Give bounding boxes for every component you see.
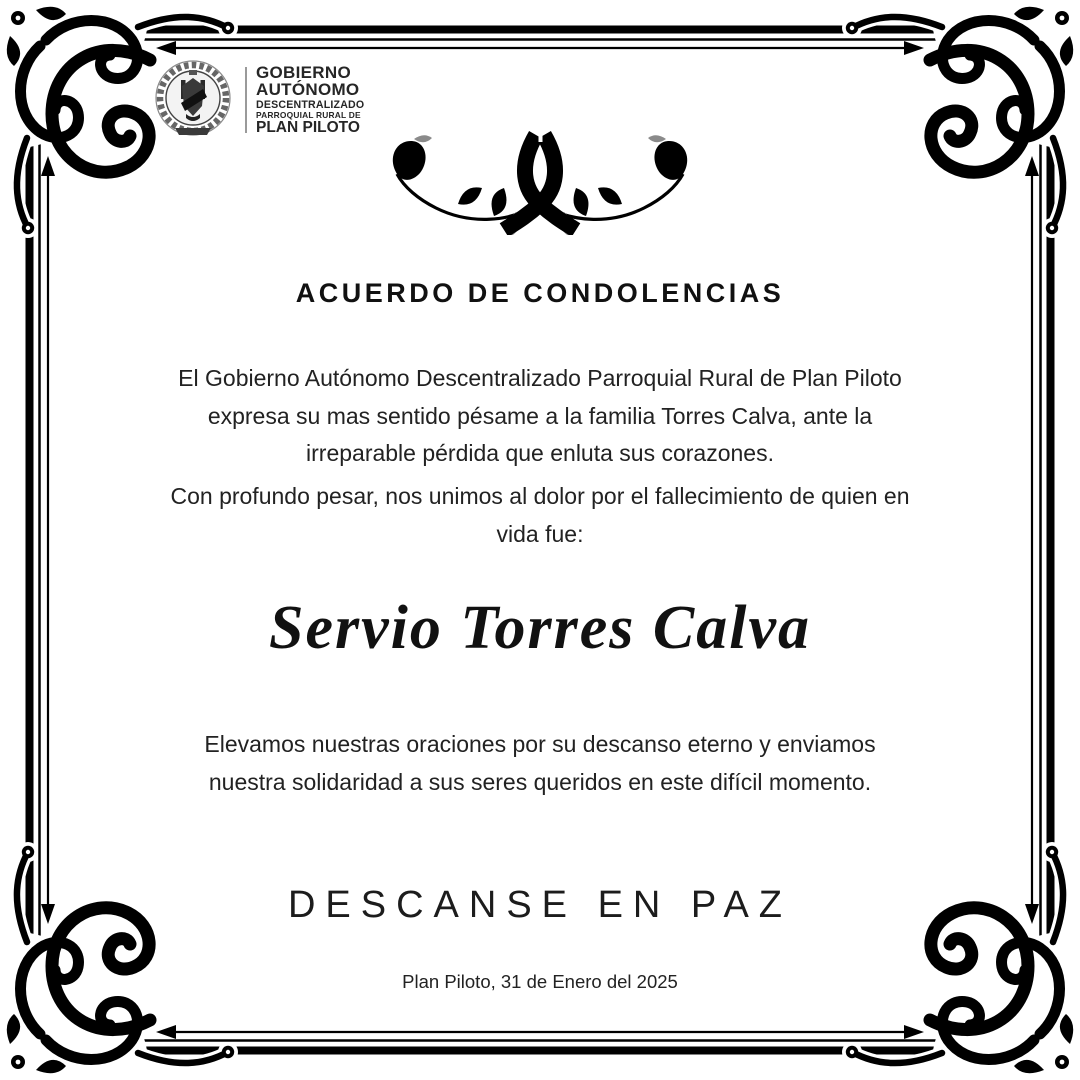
paragraph-line: expresa su mas sentido pésame a la familia Torres Calva, ante la [207, 402, 873, 429]
paragraph-line: El Gobierno Autónomo Descentralizado Parroquial Rural de Plan Piloto [178, 365, 902, 391]
paragraph-intro [0, 360, 1080, 473]
mourning-ribbon-icon [390, 130, 690, 235]
paragraph-closing [0, 726, 1080, 801]
paragraph-line: Con profundo pesar, nos unimos al dolor por el fallecimiento de quien en [170, 483, 910, 509]
gad-logo [150, 58, 364, 142]
paragraph-line: nuestra solidaridad a sus seres queridos en este difícil momento. [208, 768, 872, 795]
farewell-text: DESCANSE EN PAZ [287, 884, 793, 926]
logo-line: AUTÓNOMO [256, 80, 360, 100]
logo-line: DESCENTRALIZADO [256, 98, 365, 111]
document-title: ACUERDO DE CONDOLENCIAS [295, 278, 785, 308]
logo-line: PLAN PILOTO [256, 119, 360, 137]
paragraph-line: Elevamos nuestras oraciones por su descanso eterno y enviamos [204, 731, 876, 757]
municipal-seal-icon [150, 58, 236, 142]
paragraph-line: vida fue: [496, 520, 584, 547]
logo-divider [245, 67, 247, 133]
paragraph-line: irreparable pérdida que enluta sus corazones. [306, 440, 774, 466]
paragraph-announcement [0, 478, 1080, 553]
logo-line: PARROQUIAL RURAL DE [256, 109, 361, 120]
logo-wordmark [256, 64, 364, 136]
dateline: Plan Piloto, 31 de Enero del 2025 [402, 971, 678, 992]
logo-line: GOBIERNO [256, 63, 351, 83]
deceased-name: Servio Torres Calva [268, 594, 812, 662]
